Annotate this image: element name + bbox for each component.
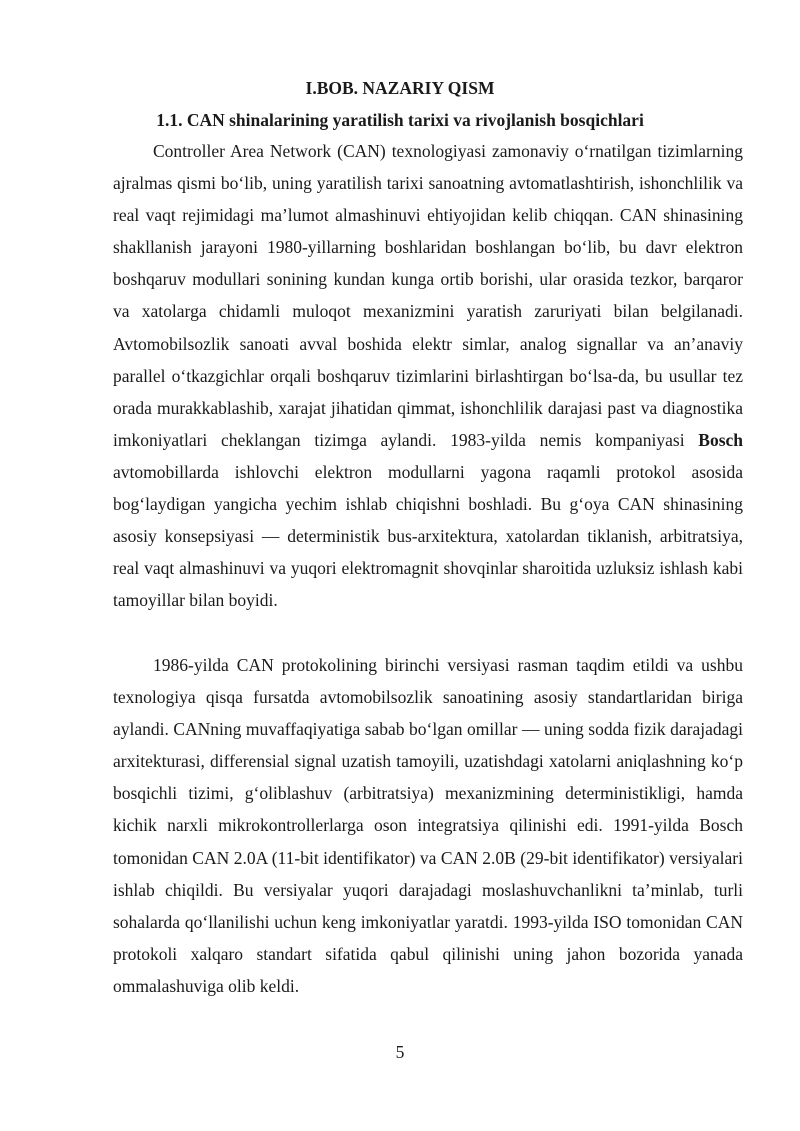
company-name-bold: Bosch	[698, 429, 743, 450]
paragraph-1-text-start: Controller Area Network (CAN) texnologiyasi zamonaviy o‘rnatilgan tizimlarning ajralmas qismi bo‘lib, uning yaratilish tarixi sanoatning avtomatlashtirish, ishonchlilik va real vaqt rejimidagi ma’lumot almashinuvi ehtiyojidan kelib chiqqan. CAN shinasining shakllanish jarayoni 1980-yillarning boshlaridan boshlangan bo‘lib, bu davr elektron boshqaruv modullari sonining kundan kunga ortib borishi, ular orasida tezkor, barqaror va xatolarga chidamli muloqot mexanizmini yaratish zaruriyati bilan belgilanadi. Avtomobilsozlik sanoati avval boshida elektr simlar, analog signallar va an’anaviy parallel o‘tkazgichlar orqali boshqaruv tizimlarini birlashtirgan bo‘lsa-da, bu usullar tez orada murakkablashib, xarajat jihatidan qimmat, ishonchlilik darajasi past va diagnostika imkoniyatlari cheklangan tizimga aylandi. 1983-yilda nemis kompaniyasi	[113, 141, 743, 450]
section-title: 1.1. CAN shinalarining yaratilish tarixi va rivojlanish bosqichlari	[156, 110, 644, 130]
paragraph-1-text-end: avtomobillarda ishlovchi elektron modullarni yagona raqamli protokol asosida bog‘laydigan yangicha yechim ishlab chiqishni boshladi. Bu g‘oya CAN shinasining asosiy konsepsiyasi — deterministik bus-arxitektura, xatolardan tiklanish, arbitratsiya, real vaqt almashinuvi va yuqori elektromagnit shovqinlar sharoitida uzluksiz ishlash kabi tamoyillar bilan boyidi.	[113, 461, 743, 611]
body-paragraph-2: 1986-yilda CAN protokolining birinchi versiyasi rasman taqdim etildi va ushbu texnologiya qisqa fursatda avtomobilsozlik sanoatining asosiy standartlaridan biriga aylandi. CANning muvaffaqiyatiga sabab bo‘lgan omillar — uning sodda fizik darajadagi arxitekturasi, differensial signal uzatish tamoyili, uzatishdagi xatolarni aniqlashning ko‘p bosqichli tizimi, g‘oliblashuv (arbitratsiya) mexanizmining deterministikligi, hamda kichik narxli mikrokontrollerlarga oson integratsiya qilinishi edi. 1991-yilda Bosch tomonidan CAN 2.0A (11-bit identifikator) va CAN 2.0B (29-bit identifikator) versiyalari ishlab chiqildi. Bu versiyalar yuqori darajadagi moslashuvchanlikni ta’minlab, turli sohalarda qo‘llanilishi uchun keng imkoniyatlar yaratdi. 1993-yilda ISO tomonidan CAN protokoli xalqaro standart sifatida qabul qilinishi uning jahon bozorida yanada ommalashuviga olib keldi.	[113, 655, 743, 996]
body-paragraph-1	[113, 135, 743, 616]
chapter-title: I.BOB. NAZARIY QISM	[305, 78, 495, 98]
page-number: 5	[395, 1042, 405, 1062]
